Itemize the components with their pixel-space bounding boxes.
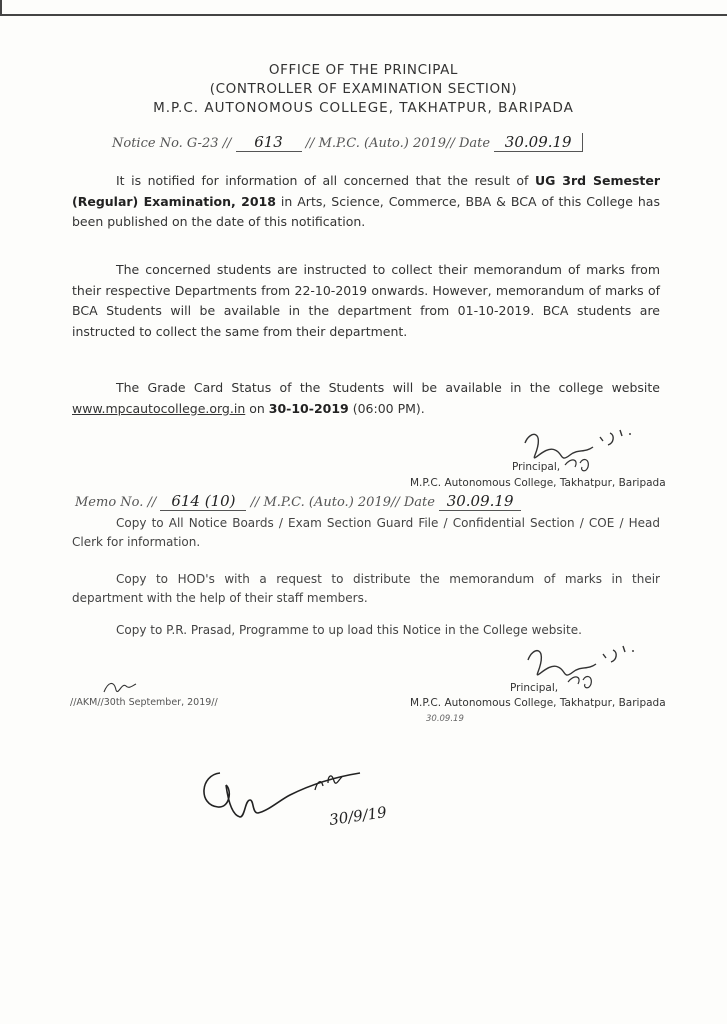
grade-card-date: 30-10-2019 <box>268 400 349 416</box>
akm-reference: //AKM//30th September, 2019// <box>70 697 218 708</box>
college-website-link[interactable]: www.mpcautocollege.org.in <box>72 400 246 416</box>
notice-number: 613 <box>236 133 302 152</box>
principal-title-1: Principal, <box>512 461 561 473</box>
memo-reference <box>75 492 521 511</box>
handwritten-signature-bottom <box>190 755 400 855</box>
copy-hods: Copy to HOD's with a request to distribute the memorandum of marks in their department with the help of their staff members. <box>72 572 660 605</box>
notice-date: 30.09.19 <box>494 133 583 152</box>
principal-org-1: M.P.C. Autonomous College, Takhatpur, Baripada <box>410 477 666 489</box>
copy-notice-boards: Copy to All Notice Boards / Exam Section Guard File / Confidential Section / COE / Head Clerk for information. <box>72 516 660 549</box>
college-name: M.P.C. AUTONOMOUS COLLEGE, TAKHATPUR, BARIPADA <box>153 100 574 116</box>
principal-title-2: Principal, <box>510 682 559 694</box>
notice-prefix: Notice No. G-23 // <box>112 136 232 151</box>
copy-website: Copy to P.R. Prasad, Programme to up load this Notice in the College website. <box>116 623 582 637</box>
svg-text:30/9/19: 30/9/19 <box>328 803 388 829</box>
office-title: OFFICE OF THE PRINCIPAL <box>268 62 459 78</box>
paragraph-memorandum-collection: The concerned students are instructed to collect their memorandum of marks from their respective Departments from 22-10-2019 onwards. However, memorandum of marks of BCA Students will be available in the department from 01-10-2019. BCA students are instructed to collect the same from their department. <box>72 262 660 339</box>
memo-date: 30.09.19 <box>439 492 521 511</box>
paragraph-result-notification: It is notified for information of all concerned that the result of UG 3rd Semester (Regular) Examination, 2018 in Arts, Science, Commerce, BBA & BCA of this College has been published on the date of this notification. <box>72 173 660 229</box>
office-subtitle: (CONTROLLER OF EXAMINATION SECTION) <box>209 81 518 97</box>
notice-reference <box>112 133 583 152</box>
exam-name: UG 3rd Semester (Regular) Examination, 2018 <box>72 173 660 209</box>
paragraph-grade-card: The Grade Card Status of the Students will be available in the college website www.mpcautocollege.org.in on 30-10-2019 (06:00 PM). <box>72 380 660 416</box>
top-border-line <box>0 14 727 16</box>
handwritten-note: 30.09.19 <box>426 714 464 724</box>
memo-middle: // M.P.C. (Auto.) 2019// Date <box>250 495 435 510</box>
principal-org-2: M.P.C. Autonomous College, Takhatpur, Baripada <box>410 697 666 709</box>
memo-number: 614 (10) <box>160 492 246 511</box>
memo-prefix: Memo No. // <box>75 495 157 510</box>
initials-mark <box>100 676 140 698</box>
notice-middle: // M.P.C. (Auto.) 2019// Date <box>305 136 491 151</box>
